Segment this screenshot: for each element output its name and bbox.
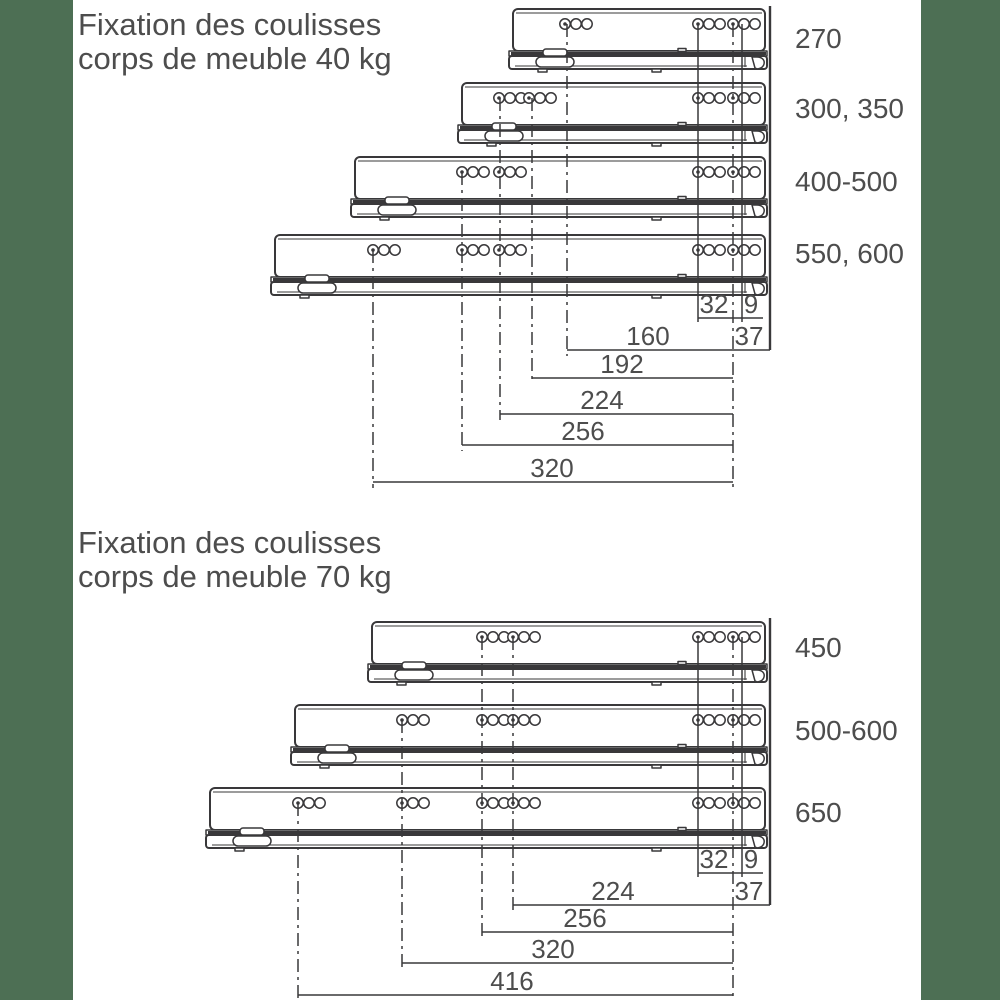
screw-hole [750, 715, 760, 725]
screw-hole [488, 715, 498, 725]
dimension-value: 320 [531, 934, 575, 964]
dimension-value: 192 [600, 349, 644, 379]
dimension-value: 416 [490, 966, 534, 996]
screw-hole [750, 19, 760, 29]
screw-hole [488, 632, 498, 642]
slide-bottom-rail [271, 282, 767, 295]
screw-hole [530, 715, 540, 725]
dimension-value: 160 [626, 321, 670, 351]
screw-hole [715, 167, 725, 177]
mounting-tab [652, 295, 661, 298]
dimension-value: 256 [561, 416, 605, 446]
screw-hole [704, 19, 714, 29]
hole-group [494, 245, 526, 255]
slide-body [355, 157, 765, 199]
mounting-tab [397, 682, 406, 685]
screw-hole [571, 19, 581, 29]
slide-270 [509, 9, 767, 72]
screw-hole [739, 245, 749, 255]
dimension-224 [513, 876, 770, 906]
hole-group [524, 93, 556, 103]
screw-hole [739, 167, 749, 177]
screw-hole [505, 245, 515, 255]
screw-hole [715, 245, 725, 255]
dimension-value: 32 [699, 289, 729, 319]
slide-body [210, 788, 765, 830]
release-latch-lever [318, 753, 356, 763]
dimension-value: 9 [743, 844, 759, 874]
screw-hole [390, 245, 400, 255]
screw-hole [479, 167, 489, 177]
dimension-value: 32 [699, 844, 729, 874]
screw-hole [739, 632, 749, 642]
release-latch [240, 828, 264, 835]
dimension-320 [373, 453, 733, 483]
mounting-tab [652, 848, 661, 851]
hole-group [494, 93, 526, 103]
title-line-1: Fixation des coulisses [78, 7, 382, 42]
mounting-tab [538, 69, 547, 72]
section-title-70kg [78, 526, 392, 594]
release-latch [385, 197, 409, 204]
slide-length-label: 300, 350 [795, 93, 904, 124]
screw-hole [315, 798, 325, 808]
screw-hole [715, 715, 725, 725]
screw-hole [419, 798, 429, 808]
screw-hole [750, 93, 760, 103]
screw-hole-center-mark [527, 96, 531, 100]
screw-hole [479, 245, 489, 255]
left-green-band [0, 0, 73, 1000]
screw-hole [715, 632, 725, 642]
screw-hole [468, 167, 478, 177]
screw-hole [379, 245, 389, 255]
right-green-band [921, 0, 1000, 1000]
dimension-256 [462, 416, 733, 446]
dimension-value: 37 [734, 876, 764, 906]
rail-notch [678, 662, 686, 665]
screw-hole [739, 93, 749, 103]
screw-hole [488, 798, 498, 808]
dimension-192 [532, 349, 733, 379]
screw-hole [739, 19, 749, 29]
release-latch [325, 745, 349, 752]
mounting-tab [652, 69, 661, 72]
section-title-40kg [78, 8, 392, 76]
screw-hole [535, 93, 545, 103]
dimension-value: 320 [530, 453, 574, 483]
title-line-1: Fixation des coulisses [78, 525, 382, 560]
release-latch-lever [233, 836, 271, 846]
slide-body [275, 235, 765, 277]
rail-notch [678, 828, 686, 831]
mounting-tab [652, 217, 661, 220]
dimension-value: 224 [580, 385, 624, 415]
slide-550-600 [271, 235, 767, 298]
screw-hole [750, 245, 760, 255]
screw-hole [750, 632, 760, 642]
release-latch-lever [485, 131, 523, 141]
screw-hole [304, 798, 314, 808]
dimension-value: 37 [734, 321, 764, 351]
slide-body [372, 622, 765, 664]
release-latch [402, 662, 426, 669]
release-latch-lever [536, 57, 574, 67]
mounting-tab [652, 682, 661, 685]
screw-hole [519, 632, 529, 642]
slide-length-label: 650 [795, 797, 842, 828]
hole-group [560, 19, 592, 29]
screw-hole [739, 715, 749, 725]
dimension-256 [482, 903, 733, 933]
rail-notch [678, 275, 686, 278]
rail-notch [678, 123, 686, 126]
rail-notch [678, 745, 686, 748]
slide-400-500 [351, 157, 767, 220]
screw-hole [546, 93, 556, 103]
dimension-224 [500, 385, 733, 415]
screw-hole [750, 798, 760, 808]
dimension-320 [402, 934, 733, 964]
release-latch [305, 275, 329, 282]
title-line-2: corps de meuble 70 kg [78, 559, 392, 594]
release-latch-lever [298, 283, 336, 293]
screw-hole [704, 798, 714, 808]
dimension-value: 224 [591, 876, 635, 906]
dimension-416 [298, 966, 733, 996]
slide-500-600 [291, 705, 767, 768]
release-latch-lever [395, 670, 433, 680]
rail-notch [678, 197, 686, 200]
mounting-tab [320, 765, 329, 768]
slide-300-350 [458, 83, 767, 146]
release-latch-lever [378, 205, 416, 215]
screw-hole [505, 167, 515, 177]
screw-hole [408, 798, 418, 808]
screw-hole [505, 93, 515, 103]
slide-length-label: 270 [795, 23, 842, 54]
screw-hole [715, 798, 725, 808]
screw-hole [519, 798, 529, 808]
screw-hole [516, 167, 526, 177]
slide-bottom-rail [206, 835, 767, 848]
screw-hole [715, 19, 725, 29]
slide-length-label: 550, 600 [795, 238, 904, 269]
mounting-tab [235, 848, 244, 851]
rail-notch [678, 49, 686, 52]
section-40kg [271, 6, 904, 492]
screw-hole [530, 632, 540, 642]
slide-length-label: 500-600 [795, 715, 898, 746]
dimension-37 [735, 321, 764, 351]
screw-hole [516, 245, 526, 255]
screw-hole [750, 167, 760, 177]
slide-body [462, 83, 765, 125]
section-70kg [206, 618, 898, 1000]
release-latch [492, 123, 516, 130]
slide-body [513, 9, 765, 51]
hole-group [494, 167, 526, 177]
dimension-value: 9 [743, 289, 759, 319]
screw-hole [704, 632, 714, 642]
screw-hole [739, 798, 749, 808]
screw-hole [468, 245, 478, 255]
dimension-value: 256 [563, 903, 607, 933]
title-line-2: corps de meuble 40 kg [78, 41, 392, 76]
mounting-tab [652, 143, 661, 146]
screw-hole [582, 19, 592, 29]
slide-length-label: 450 [795, 632, 842, 663]
screw-hole [704, 715, 714, 725]
screw-hole [408, 715, 418, 725]
screw-hole [704, 93, 714, 103]
slide-bottom-rail [291, 752, 767, 765]
screw-hole [704, 245, 714, 255]
screw-hole [419, 715, 429, 725]
screw-hole [704, 167, 714, 177]
screw-hole [530, 798, 540, 808]
screw-hole [519, 715, 529, 725]
slide-length-label: 400-500 [795, 166, 898, 197]
slide-450 [368, 622, 767, 685]
release-latch [543, 49, 567, 56]
dimension-37 [735, 876, 764, 906]
slide-650 [206, 788, 767, 851]
mounting-tab [652, 765, 661, 768]
mounting-tab [487, 143, 496, 146]
mounting-tab [300, 295, 309, 298]
dimension-9 [744, 844, 758, 874]
mounting-tab [380, 217, 389, 220]
slide-body [295, 705, 765, 747]
dimension-9 [744, 289, 758, 319]
screw-hole [715, 93, 725, 103]
